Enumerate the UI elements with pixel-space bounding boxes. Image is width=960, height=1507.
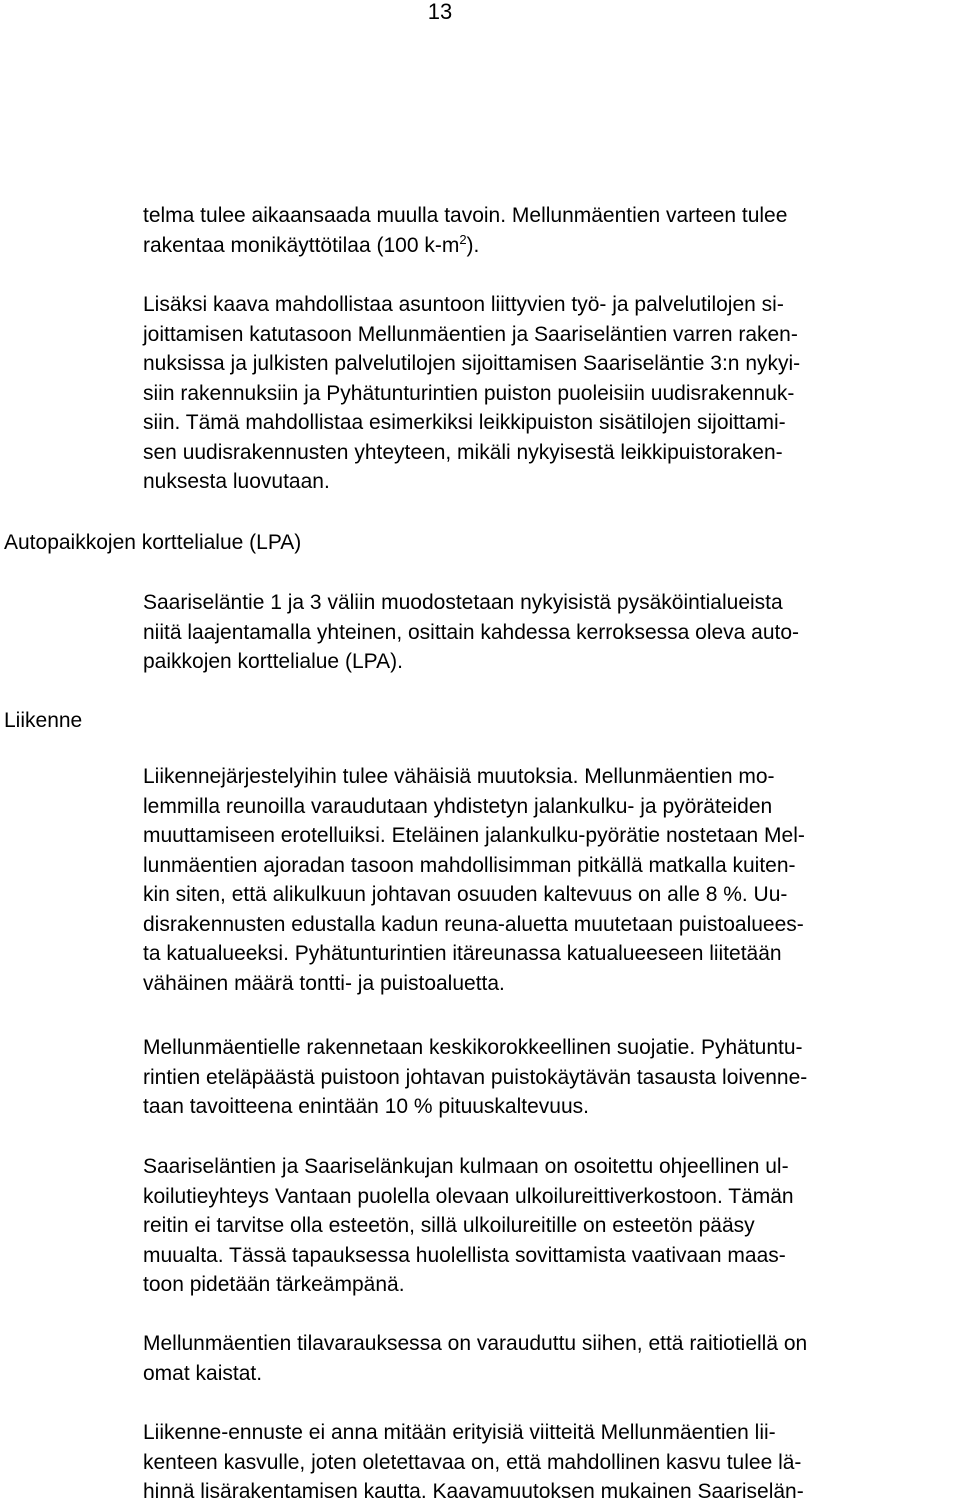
paragraph-outdoor-route bbox=[143, 1152, 958, 1300]
paragraph-line: sen uudisrakennusten yhteyteen, mikäli nykyisestä leikkipuistoraken- bbox=[143, 440, 783, 464]
paragraph-line: Lisäksi kaava mahdollistaa asuntoon liittyvien työ- ja palvelutilojen si- bbox=[143, 293, 784, 316]
paragraph-line: kenteen kasvulle, joten oletettavaa on, että mahdollinen kasvu tulee lä- bbox=[143, 1450, 802, 1474]
paragraph-line: Liikennejärjestelyihin tulee vähäisiä muutoksia. Mellunmäentien mo- bbox=[143, 765, 775, 788]
paragraph-lpa bbox=[143, 588, 958, 677]
paragraph-line: Saariseläntie 1 ja 3 väliin muodostetaan nykyisistä pysäköintialueista bbox=[143, 591, 783, 614]
paragraph-line: ta katualueeksi. Pyhätunturintien itäreunassa katualueeseen liitetään bbox=[143, 942, 782, 965]
paragraph-line: siin rakennuksiin ja Pyhätunturintien puiston puoleisiin uudisrakennuk- bbox=[143, 381, 795, 405]
intro-line-2-text: rakentaa monikäyttötilaa (100 k-m bbox=[143, 233, 460, 257]
intro-line-1: telma tulee aikaansaada muulla tavoin. Mellunmäentien varteen tulee bbox=[143, 204, 788, 227]
paragraph-line: disrakennusten edustalla kadun reuna-aluetta muutetaan puistoaluees- bbox=[143, 912, 804, 936]
paragraph-line: omat kaistat. bbox=[143, 1361, 263, 1385]
intro-line-2-end: ). bbox=[466, 233, 480, 257]
paragraph-line: rintien eteläpäästä puistoon johtavan puistokäytävän tasausta loivenne- bbox=[143, 1065, 808, 1089]
heading-liikenne: Liikenne bbox=[4, 709, 83, 732]
paragraph-line: Liikenne-ennuste ei anna mitään erityisiä viitteitä Mellunmäentien lii- bbox=[143, 1421, 776, 1444]
paragraph-services bbox=[143, 290, 958, 497]
paragraph-line: Mellunmäentielle rakennetaan keskikorokkeellinen suojatie. Pyhätuntu- bbox=[143, 1036, 803, 1059]
paragraph-line: taan tavoitteena enintään 10 % pituuskaltevuus. bbox=[143, 1095, 589, 1118]
paragraph-traffic-changes bbox=[143, 762, 958, 998]
superscript-2: 2 bbox=[459, 231, 467, 247]
paragraph-line: vähäinen määrä tontti- ja puistoaluetta. bbox=[143, 971, 505, 995]
paragraph-line: muualta. Tässä tapauksessa huolellista sovittamista vaativaan maas- bbox=[143, 1243, 786, 1267]
heading-lpa: Autopaikkojen korttelialue (LPA) bbox=[4, 531, 302, 554]
paragraph-crosswalk bbox=[143, 1033, 958, 1122]
paragraph-line: siin. Tämä mahdollistaa esimerkiksi leikkipuiston sisätilojen sijoittami- bbox=[143, 411, 786, 434]
paragraph-tramway bbox=[143, 1329, 958, 1388]
paragraph-line: toon pidetään tärkeämpänä. bbox=[143, 1273, 405, 1296]
paragraph-line: paikkojen korttelialue (LPA). bbox=[143, 650, 403, 673]
intro-paragraph bbox=[143, 201, 958, 260]
paragraph-line: muuttamiseen erotelluiksi. Eteläinen jalankulku-pyörätie nostetaan Mel- bbox=[143, 824, 805, 847]
paragraph-line: joittamisen katutasoon Mellunmäentien ja Saariseläntien varren raken- bbox=[143, 322, 798, 346]
paragraph-line: kin siten, että alikulkuun johtavan osuuden kaltevuus on alle 8 %. Uu- bbox=[143, 883, 788, 906]
paragraph-line: lunmäentien ajoradan tasoon mahdollisimman pitkällä matkalla kuiten- bbox=[143, 853, 796, 877]
paragraph-traffic-forecast bbox=[143, 1418, 958, 1507]
paragraph-line: Mellunmäentien tilavarauksessa on varauduttu siihen, että raitiotiellä on bbox=[143, 1332, 808, 1355]
paragraph-line: lemmilla reunoilla varaudutaan yhdistetyn jalankulku- ja pyöräteiden bbox=[143, 794, 773, 818]
paragraph-line: reitin ei tarvitse olla esteetön, sillä ulkoilureitille on esteetön pääsy bbox=[143, 1214, 755, 1237]
paragraph-line: koilutieyhteys Vantaan puolella olevaan ulkoilureittiverkostoon. Tämän bbox=[143, 1184, 794, 1208]
paragraph-line: niitä laajentamalla yhteinen, osittain kahdessa kerroksessa oleva auto- bbox=[143, 620, 800, 644]
paragraph-line: nuksissa ja julkisten palvelutilojen sijoittamisen Saariseläntie 3:n nykyi- bbox=[143, 352, 801, 375]
paragraph-line: hinnä lisärakentamisen kautta. Kaavamuutoksen mukainen Saariselän- bbox=[143, 1480, 804, 1503]
page-number: 13 bbox=[427, 0, 453, 24]
paragraph-line: Saariseläntien ja Saariselänkujan kulmaan on osoitettu ohjeellinen ul- bbox=[143, 1155, 789, 1178]
paragraph-line: nuksesta luovutaan. bbox=[143, 470, 330, 493]
intro-line-2 bbox=[143, 231, 958, 261]
